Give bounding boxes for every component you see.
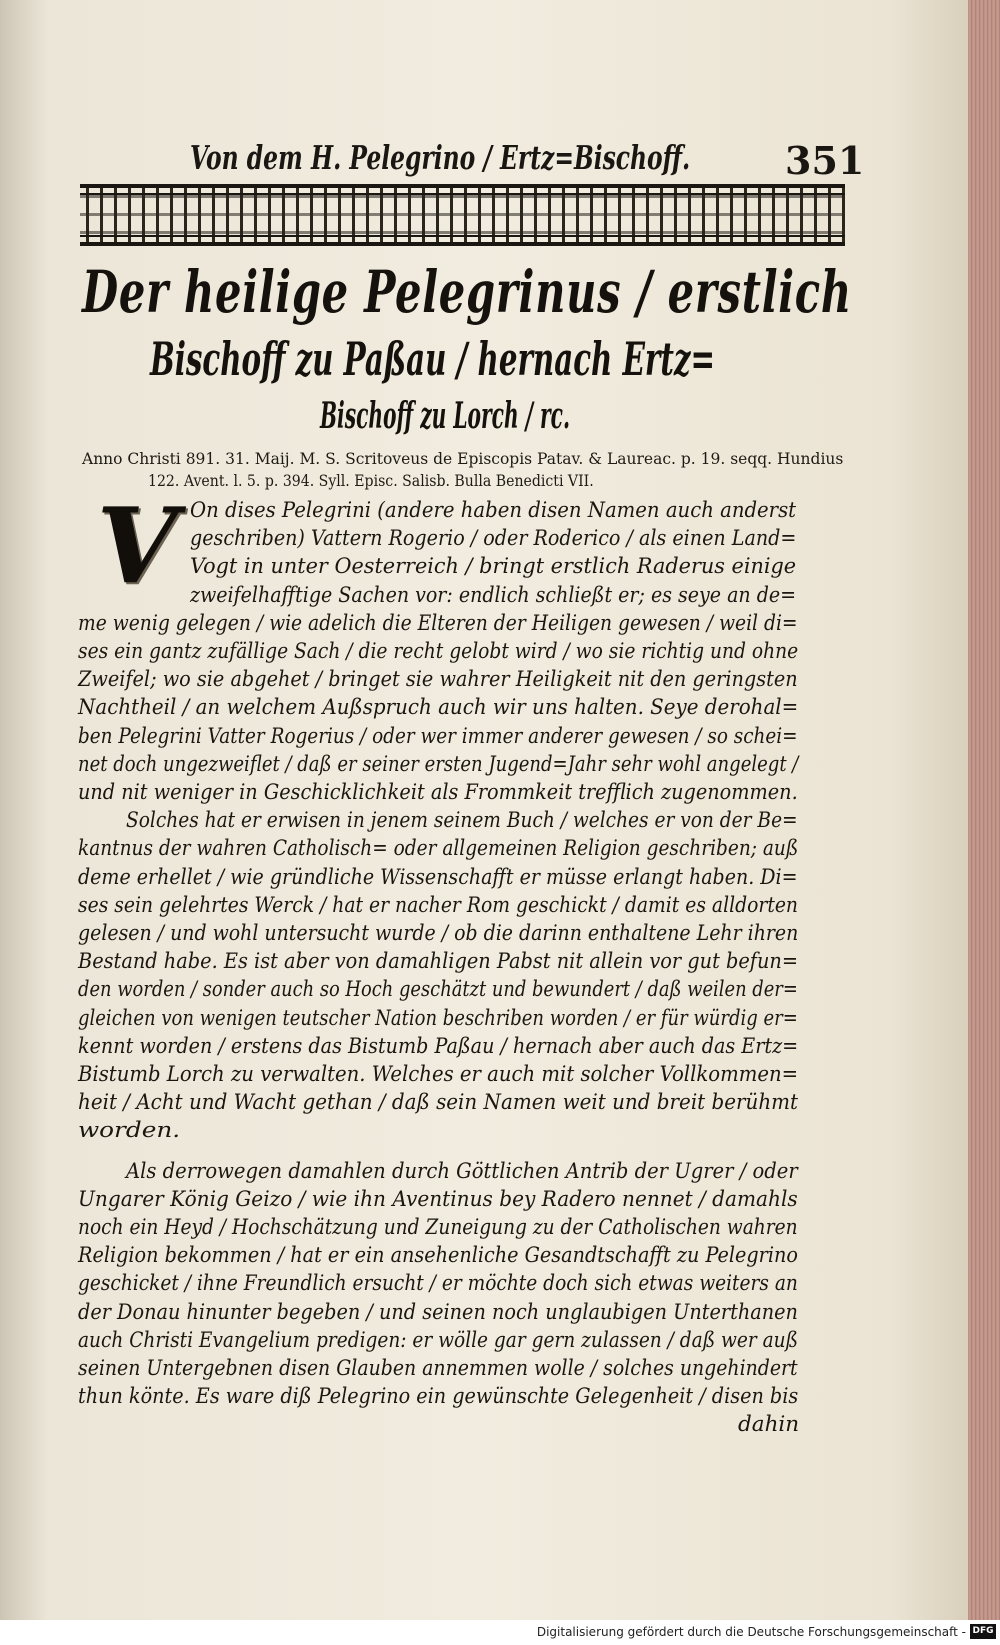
body-line: geschicket / ihne Freundlich ersucht / er möchte doch sich etwas weiters an	[78, 1271, 798, 1297]
page-edge	[968, 0, 1000, 1620]
body-line: ses ein gantz zufällige Sach / die recht gelobt wird / wo sie richtig und ohne	[78, 639, 799, 664]
ornament-band	[80, 184, 845, 246]
body-line: Solches hat er erwisen in jenem seinem Buch / welches er von der Be=	[126, 808, 798, 834]
citation-line-1: Anno Christi 891. 31. Maij. M. S. Scritoveus de Episcopis Patav. & Laureac. p. 19. seqq. Hundius	[82, 450, 844, 468]
body-line: dahin	[738, 1412, 800, 1438]
body-line: Bistumb Lorch zu verwalten. Welches er auch mit solcher Vollkommen=	[78, 1062, 799, 1087]
body-line: net doch ungezweiflet / daß er seiner ersten Jugend=Jahr sehr wohl angelegt /	[78, 751, 799, 777]
body-line: worden.	[78, 1118, 181, 1144]
title-line-3: Bischoff zu Lorch / rc.	[320, 395, 570, 437]
body-line: auch Christi Evangelium predigen: er wölle gar gern zulassen / daß wer auß	[78, 1327, 798, 1353]
body-line: Bestand habe. Es ist aber von damahligen Pabst nit allein vor gut befun=	[78, 949, 799, 975]
body-line: zweifelhafftige Sachen vor: endlich schließt er; es seye an de=	[190, 582, 797, 608]
body-line: noch ein Heyd / Hochschätzung und Zuneigung zu der Catholischen wahren	[78, 1215, 798, 1240]
body-line: On dises Pelegrini (andere haben disen Namen auch anderst	[190, 498, 797, 523]
body-line: Religion bekommen / hat er ein ansehenliche Gesandtschafft zu Pelegrino	[78, 1243, 798, 1269]
body-line: me wenig gelegen / wie adelich die Elteren der Heiligen gewesen / weil di=	[78, 610, 798, 636]
body-line: ben Pelegrini Vatter Rogerius / oder wer immer anderer gewesen / so schei=	[78, 723, 798, 749]
body-line: den worden / sonder auch so Hoch geschätzt und bewundert / daß weilen der=	[78, 977, 798, 1003]
body-line: kennt worden / erstens das Bistumb Paßau / hernach aber auch das Ertz=	[78, 1033, 799, 1059]
funding-credit: Digitalisierung gefördert durch die Deutsche Forschungsgemeinschaft -	[536, 1625, 966, 1639]
body-line: der Donau hinunter begeben / und seinen noch unglaubigen Unterthanen	[78, 1299, 798, 1325]
body-line: und nit weniger in Geschicklichkeit als Frommkeit trefflich zugenommen.	[78, 780, 798, 805]
body-line: thun könte. Es ware diß Pelegrino ein gewünschte Gelegenheit / disen bis	[78, 1384, 799, 1410]
running-head: Von dem H. Pelegrino / Ertz=Bischoff.	[190, 138, 691, 177]
title-line-1: Der heilige Pelegrinus / erstlich	[82, 258, 852, 326]
body-line: Ungarer König Geizo / wie ihn Aventinus bey Radero nennet / damahls	[78, 1186, 798, 1212]
body-line: ses sein gelehrtes Werck / hat er nacher Rom geschickt / damit es alldorten	[78, 892, 799, 918]
page-number: 351	[785, 138, 865, 183]
body-line: seinen Untergebnen disen Glauben annemmen wolle / solches ungehindert	[78, 1356, 798, 1381]
title-line-2: Bischoff zu Paßau / hernach Ertz=	[150, 332, 716, 386]
body-line: Zweifel; wo sie abgehet / bringet sie wahrer Heiligkeit nit den geringsten	[78, 667, 798, 693]
body-line: kantnus der wahren Catholisch= oder allgemeinen Religion geschriben; auß	[78, 836, 799, 862]
body-line: heit / Acht und Wacht gethan / daß sein Namen weit und breit berühmt	[78, 1090, 799, 1116]
dfg-logo: DFG	[970, 1624, 996, 1639]
body-line: geschriben) Vattern Rogerio / oder Roderico / als einen Land=	[190, 526, 797, 552]
body-line: Nachtheil / an welchem Außspruch auch wir uns halten. Seye derohal=	[78, 695, 799, 721]
body-line: deme erhellet / wie gründliche Wissenschafft er müsse erlangt haben. Di=	[78, 864, 798, 890]
drop-cap: V	[96, 484, 178, 607]
body-line: gelesen / und wohl untersucht wurde / ob die darinn enthaltene Lehr ihren	[78, 921, 799, 946]
body-line: Vogt in unter Oesterreich / bringt erstlich Raderus einige	[190, 554, 797, 580]
citation-line-2: 122. Avent. l. 5. p. 394. Syll. Episc. Salisb. Bulla Benedicti VII.	[148, 472, 594, 490]
body-line: gleichen von wenigen teutscher Nation beschriben worden / er für würdig er=	[78, 1005, 798, 1031]
body-line: Als derrowegen damahlen durch Göttlichen Antrib der Ugrer / oder	[126, 1158, 798, 1184]
